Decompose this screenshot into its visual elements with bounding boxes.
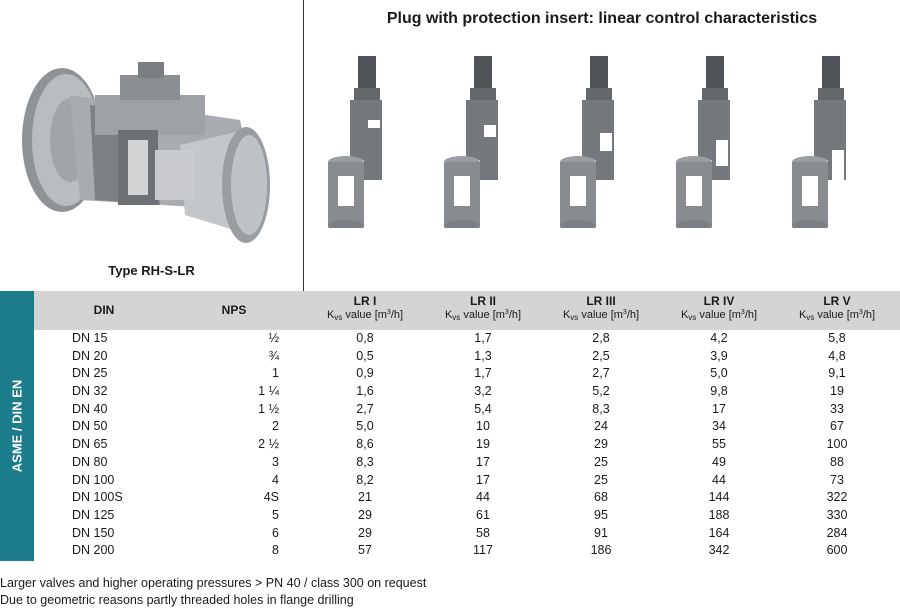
cell-kvs: 144 [708,490,730,505]
cell-kvs: 58 [476,525,490,540]
header-lr-label: LR II [470,294,496,308]
cell-kvs: 17 [712,401,726,416]
cell-kvs: 10 [476,419,490,434]
valve-illustration-panel [0,0,303,291]
header-kvs-unit: $K_{vs}$ value $[m^3/h]$ [680,309,758,322]
cell-kvs: 5,0 [356,419,374,434]
cell-kvs: 2,8 [592,331,610,345]
header-kvs-unit: $K_{vs}$ value $[m^3/h]$ [326,309,404,322]
cell-din: DN 32 [72,384,108,399]
table-row [34,401,900,419]
footnote: Larger valves and higher operating pressures > PN 40 / class 300 on request [0,576,427,590]
cell-kvs: 5,4 [474,401,492,416]
header-lr-label: LR IV [703,294,735,308]
cell-kvs: 19 [476,437,490,452]
cell-din: DN 100 [72,472,115,487]
table-row [34,489,900,507]
cell-kvs: 5,2 [592,384,610,399]
cell-kvs: 34 [712,419,726,434]
cell-nps: 6 [272,525,279,540]
valve-cutaway-image [0,0,303,260]
cell-kvs: 3,2 [474,384,492,399]
cell-kvs: 95 [594,507,608,522]
cell-din: DN 200 [72,543,115,558]
cell-kvs: 2,5 [592,348,610,363]
header-lr [661,291,777,330]
cell-kvs: 186 [590,543,612,558]
cell-nps: 1 [272,366,279,381]
cell-kvs: 67 [830,419,844,434]
cell-kvs: 0,5 [356,348,374,363]
plug-illustration-panel [304,0,900,291]
cell-kvs: 73 [830,472,844,487]
cell-kvs: 44 [476,490,490,505]
standard-side-bar [0,291,34,561]
cell-kvs: 8,3 [356,454,374,469]
cell-kvs: 8,2 [356,472,374,487]
cell-kvs: 29 [594,437,608,452]
cell-nps: 1 ½ [258,401,279,416]
header-lr-label: LR III [586,294,616,308]
cell-kvs: 342 [708,543,730,558]
header-nps: NPS [221,303,247,317]
cell-kvs: 33 [830,401,844,416]
cell-din: DN 20 [72,348,108,363]
table-row [34,348,900,366]
table-row [34,418,900,436]
table-row [34,454,900,472]
cell-kvs: 5,0 [710,366,728,381]
table-row [34,525,900,543]
cell-kvs: 1,3 [474,348,492,363]
cell-nps: 4 [272,472,279,487]
cell-din: DN 150 [72,525,115,540]
cell-kvs: 8,6 [356,437,374,452]
cell-nps: 4S [263,490,279,505]
cell-nps: 3 [272,454,279,469]
cell-kvs: 21 [358,490,372,505]
cell-din: DN 40 [72,401,108,416]
table-row [34,383,900,401]
plug-insert-image [672,48,752,228]
cell-din: DN 100S [72,490,123,505]
cell-kvs: 117 [473,543,493,558]
cell-kvs: 91 [594,525,608,540]
table-row [34,365,900,383]
standard-side-label: ASME / DIN EN [9,379,25,473]
table-row [34,507,900,525]
header-lr-label: LR I [353,294,377,308]
plug-insert-image [324,48,404,228]
cell-kvs: 2,7 [592,366,610,381]
plug-title: Plug with protection insert: linear control characteristics [386,10,818,27]
cell-din: DN 125 [72,507,115,522]
cell-kvs: 0,8 [356,331,374,345]
cell-kvs: 100 [826,437,848,452]
cell-kvs: 284 [826,525,848,540]
header-din: DIN [93,303,115,317]
cell-kvs: 2,7 [356,401,374,416]
cell-nps: 2 [272,419,279,434]
plug-insert-image [440,48,520,228]
cell-kvs: 1,6 [356,384,374,399]
cell-kvs: 17 [476,454,490,469]
table-row [34,330,900,348]
cell-kvs: 8,3 [592,401,610,416]
footnote: Due to geometric reasons partly threaded holes in flange drilling [0,593,354,607]
cell-kvs: 25 [594,454,608,469]
cell-din: DN 65 [72,437,108,452]
valve-caption: Type RH-S-LR [108,263,195,278]
plug-insert-image [556,48,636,228]
cell-kvs: 25 [594,472,608,487]
table-row [34,472,900,490]
cell-kvs: 49 [712,454,726,469]
cell-din: DN 80 [72,454,108,469]
cell-din: DN 50 [72,419,108,434]
cell-kvs: 24 [594,419,608,434]
cell-kvs: 3,9 [710,348,728,363]
cell-kvs: 57 [358,543,372,558]
cell-kvs: 29 [358,525,372,540]
header-lr [543,291,659,330]
cell-kvs: 4,2 [710,331,728,345]
cell-nps: 2 ½ [258,437,279,452]
cell-nps: 8 [272,543,279,558]
cell-kvs: 164 [708,525,730,540]
cell-kvs: 61 [476,507,490,522]
cell-kvs: 68 [594,490,608,505]
cell-kvs: 55 [712,437,726,452]
header-lr [425,291,541,330]
header-lr [307,291,423,330]
cell-nps: ¾ [268,348,279,363]
illustration-section [0,0,900,291]
cell-kvs: 0,9 [356,366,374,381]
cell-kvs: 600 [826,543,848,558]
header-kvs-unit: $K_{vs}$ value $[m^3/h]$ [562,309,640,322]
cell-kvs: 44 [712,472,726,487]
header-lr-label: LR V [823,294,851,308]
table-row [34,436,900,454]
cell-kvs: 188 [708,507,730,522]
header-kvs-unit: $K_{vs}$ value $[m^3/h]$ [798,309,876,322]
cell-kvs: 88 [830,454,844,469]
cell-nps: 1 ¼ [258,384,279,399]
cell-kvs: 9,1 [828,366,846,381]
cell-kvs: 1,7 [474,331,492,345]
cell-din: DN 15 [72,331,108,345]
header-lr [779,291,895,330]
table-header [34,291,900,330]
table-body [34,330,900,560]
cell-kvs: 17 [476,472,490,487]
header-kvs-unit: $K_{vs}$ value $[m^3/h]$ [444,309,522,322]
cell-nps: ½ [268,331,279,345]
cell-kvs: 19 [830,384,844,399]
cell-kvs: 5,8 [828,331,846,345]
cell-kvs: 9,8 [710,384,728,399]
footnotes [0,575,426,609]
cell-kvs: 4,8 [828,348,846,363]
cell-din: DN 25 [72,366,108,381]
cell-nps: 5 [272,507,279,522]
cell-kvs: 322 [826,490,848,505]
table-row [34,542,900,560]
cell-kvs: 29 [358,507,372,522]
cell-kvs: 330 [826,507,848,522]
plug-insert-image [788,48,868,228]
cell-kvs: 1,7 [474,366,492,381]
